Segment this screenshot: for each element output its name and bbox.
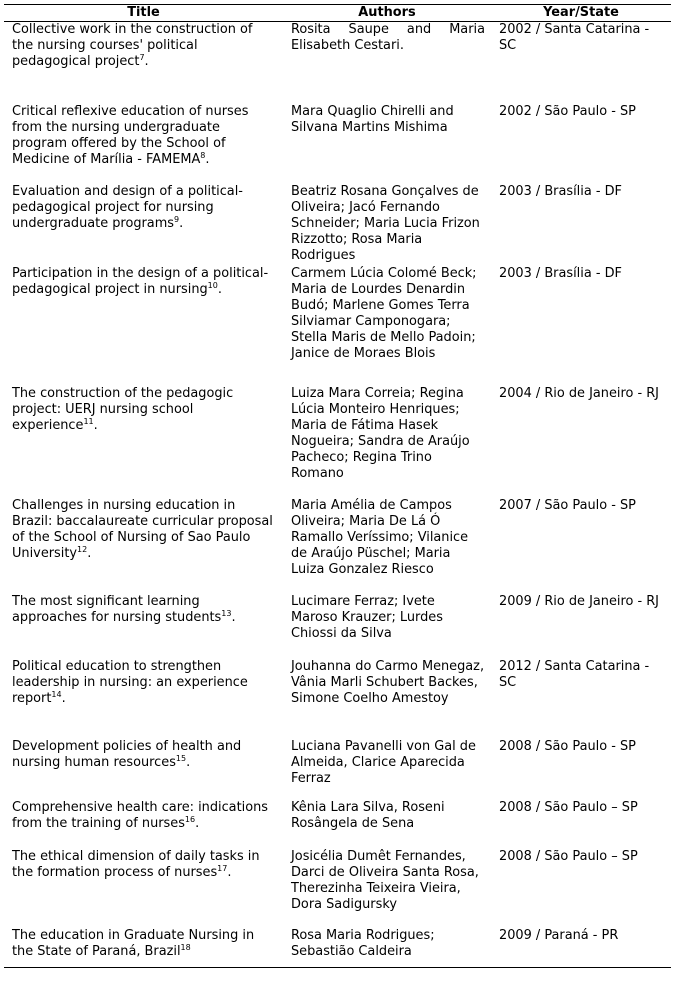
table-row (4, 928, 671, 968)
title-end-punctuation: . (217, 281, 222, 297)
title-text: The ethical dimension of daily tasks in the formation process of nurses (12, 848, 260, 880)
header-year-state: Year/State (491, 5, 671, 22)
cell-title (4, 594, 283, 659)
cell-year-state: 2009 / Rio de Janeiro - RJ (499, 593, 659, 609)
cell-title (4, 739, 283, 800)
header-row (4, 5, 671, 22)
cell-year-state: 2003 / Brasília - DF (499, 265, 622, 281)
studies-table (4, 4, 671, 968)
cell-title (4, 659, 283, 739)
title-end-punctuation: . (93, 417, 98, 433)
reference-number: 12 (77, 544, 88, 554)
title-text: Collective work in the construction of the nursing courses' political pedagogical project (12, 22, 253, 69)
reference-number: 16 (184, 814, 196, 824)
cell-authors: Mara Quaglio Chirelli and Silvana Martins Mishima (291, 103, 454, 135)
cell-title (4, 928, 283, 968)
title-end-punctuation: . (87, 545, 92, 561)
reference-number: 17 (217, 863, 228, 873)
cell-authors: Carmem Lúcia Colomé Beck; Maria de Lourdes Denardin Budó; Marlene Gomes Terra Silviamar Camponogara; Stella Maris de Mello Padoin; Janice de Moraes Blois (291, 265, 477, 361)
table-row (4, 104, 671, 184)
title-end-punctuation: . (61, 690, 66, 706)
cell-title (4, 800, 283, 849)
cell-authors: Beatriz Rosana Gonçalves de Oliveira; Jacó Fernando Schneider; Maria Lucia Frizon Rizzotto; Rosa Maria Rodrigues (291, 183, 480, 263)
reference-number: 13 (221, 608, 232, 618)
title-end-punctuation: . (144, 54, 149, 69)
table-row (4, 22, 671, 104)
title-text: Development policies of health and nursing human resources (12, 738, 242, 770)
reference-number: 18 (180, 942, 191, 952)
reference-number: 11 (83, 416, 94, 426)
title-text: The most significant learning approaches for nursing students (12, 593, 222, 625)
cell-authors: Rosa Maria Rodrigues; Sebastião Caldeira (283, 928, 491, 968)
table-row (4, 266, 671, 386)
title-text: Evaluation and design of a political-pedagogical project for nursing undergraduate programs (12, 183, 243, 231)
cell-year-state: 2002 / São Paulo - SP (499, 103, 636, 119)
cell-title (4, 184, 283, 266)
cell-authors: Josicélia Dumêt Fernandes, Darci de Oliveira Santa Rosa, Therezinha Teixeira Vieira, Dora Sadigursky (291, 848, 479, 912)
table-row (4, 184, 671, 266)
reference-number: 14 (51, 689, 62, 699)
cell-authors: Luiza Mara Correia; Regina Lúcia Monteiro Henriques; Maria de Fátima Hasek Nogueira; Sandra de Araújo Pacheco; Regina Trino Romano (291, 385, 470, 481)
title-end-punctuation: . (227, 864, 232, 880)
cell-title (4, 498, 283, 594)
cell-authors: Kênia Lara Silva, Roseni Rosângela de Sena (291, 799, 445, 831)
title-text: Critical reflexive education of nurses from the nursing undergraduate program offered by the School of Medicine of Marília - FAMEMA (12, 103, 249, 167)
title-text: The education in Graduate Nursing in the State of Paraná, Brazil (12, 927, 255, 959)
cell-year-state: 2002 / Santa Catarina - SC (499, 22, 650, 53)
cell-year-state: 2008 / São Paulo – SP (499, 848, 638, 864)
reference-number: 15 (175, 753, 187, 763)
reference-number: 8 (200, 150, 206, 160)
header-title: Title (4, 5, 283, 22)
title-text: Comprehensive health care: indications from the training of nurses (12, 799, 268, 831)
cell-year-state: 2009 / Paraná - PR (491, 928, 671, 968)
cell-title (4, 386, 283, 498)
cell-year-state: 2008 / São Paulo - SP (499, 738, 636, 754)
header-authors: Authors (283, 5, 491, 22)
cell-year-state: 2012 / Santa Catarina - SC (499, 658, 650, 690)
cell-authors: Rosita Saupe and Maria Elisabeth Cestari. (291, 22, 485, 53)
cell-year-state: 2008 / São Paulo – SP (499, 799, 638, 815)
cell-authors: Lucimare Ferraz; Ivete Maroso Krauzer; Lurdes Chiossi da Silva (291, 593, 443, 641)
cell-title (4, 22, 283, 104)
title-text: Participation in the design of a political-pedagogical project in nursing (12, 265, 269, 297)
title-end-punctuation: . (205, 151, 210, 167)
cell-title (4, 104, 283, 184)
title-end-punctuation: . (231, 609, 236, 625)
cell-year-state: 2004 / Rio de Janeiro - RJ (499, 385, 659, 401)
cell-title (4, 266, 283, 386)
table-row (4, 659, 671, 739)
reference-number: 7 (139, 53, 145, 62)
title-text: The construction of the pedagogic project: UERJ nursing school experience (12, 385, 234, 433)
table-row (4, 739, 671, 800)
title-text: Challenges in nursing education in Brazil: baccalaureate curricular proposal of the School of Nursing of Sao Paulo University (12, 497, 273, 561)
cell-title (4, 849, 283, 928)
table-row (4, 849, 671, 928)
table-body (4, 22, 671, 968)
title-text: Political education to strengthen leadership in nursing: an experience report (12, 658, 248, 706)
cell-authors: Luciana Pavanelli von Gal de Almeida, Clarice Aparecida Ferraz (291, 738, 476, 786)
title-end-punctuation: . (186, 754, 191, 770)
table-row (4, 498, 671, 594)
title-end-punctuation: . (179, 215, 184, 231)
cell-authors: Jouhanna do Carmo Menegaz, Vânia Marli Schubert Backes, Simone Coelho Amestoy (291, 658, 485, 706)
reference-number: 9 (173, 214, 180, 224)
table-row (4, 386, 671, 498)
cell-authors: Maria Amélia de Campos Oliveira; Maria De Lá Ó Ramallo Veríssimo; Vilanice de Araújo Püschel; Maria Luiza Gonzalez Riesco (291, 497, 469, 577)
table-row (4, 800, 671, 849)
cell-year-state: 2003 / Brasília - DF (499, 183, 622, 199)
cell-year-state: 2007 / São Paulo - SP (499, 497, 636, 513)
table-row (4, 594, 671, 659)
title-end-punctuation: . (195, 815, 200, 831)
reference-number: 10 (207, 280, 218, 290)
